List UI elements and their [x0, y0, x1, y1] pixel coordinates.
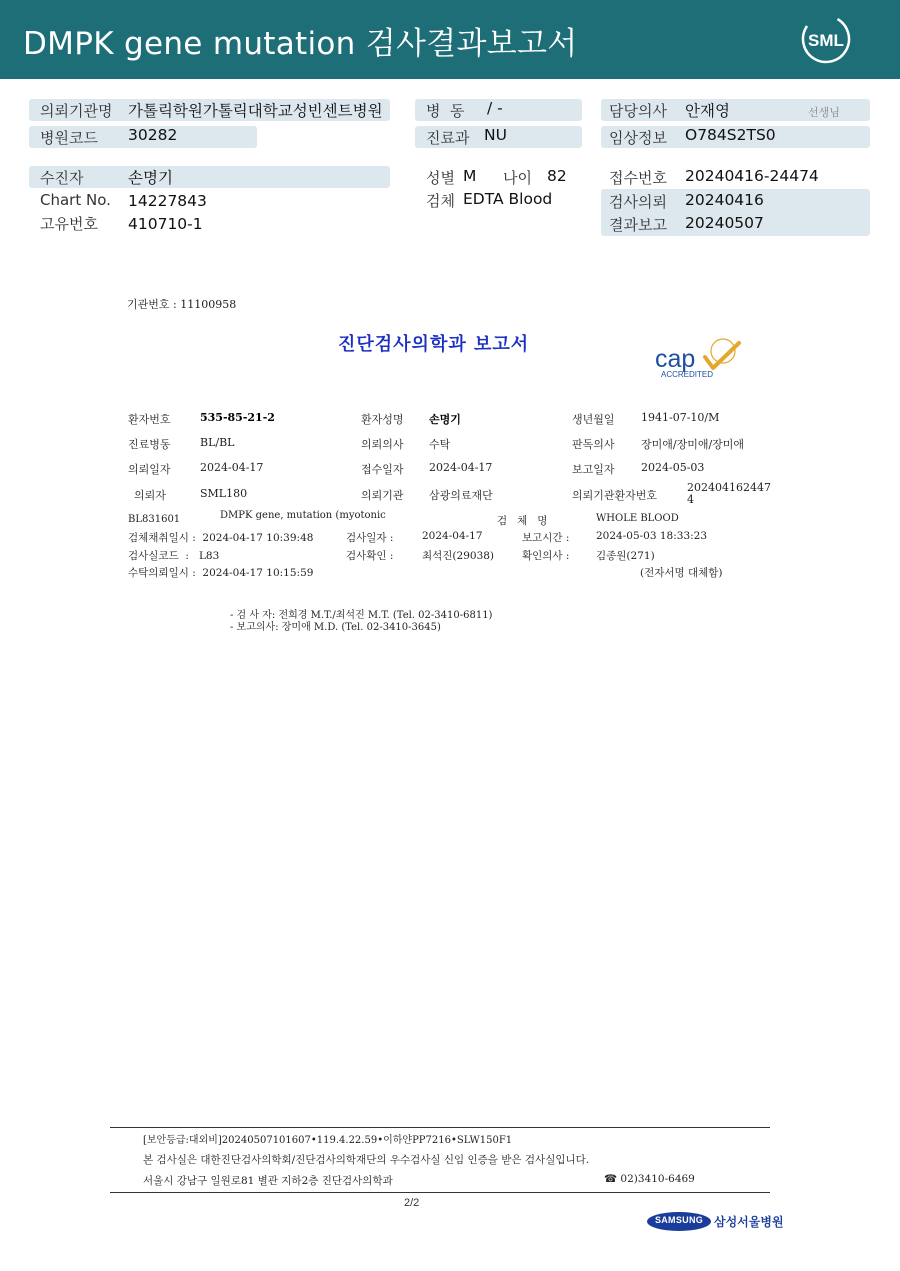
test-request-value: 20240416 — [685, 191, 764, 209]
sml-logo-text: SML — [808, 31, 844, 50]
certification-line: 본 검사실은 대한진단검사의학회/진단검사의학재단의 우수검사실 신임 인증을 받은 검사실입니다. — [143, 1154, 590, 1166]
esign-note: (전자서명 대체함) — [640, 567, 723, 579]
lab-code: 검사실코드 : L83 — [128, 550, 220, 562]
tester-line: - 검 사 자: 전희경 M.T./최석진 M.T. (Tel. 02-3410-6811) — [230, 610, 493, 621]
report-cell-label: 의뢰기관환자번호 — [572, 489, 658, 502]
cap-accredited-icon — [653, 337, 747, 381]
clinical-value: O784S2TS0 — [685, 126, 776, 144]
doctor-value: 안재영 — [685, 102, 730, 120]
report-cell-label: 환자성명 — [361, 413, 404, 426]
report-cell-label: 의뢰일자 — [128, 463, 171, 476]
samsung-logo-text: SAMSUNG — [654, 1215, 704, 1225]
report-cell-label: 의뢰기관 — [361, 489, 404, 502]
report-cell-value: 4 — [687, 493, 694, 506]
sml-logo-icon — [800, 13, 852, 65]
specimen-name-value: WHOLE BLOOD — [596, 513, 679, 524]
footer-bottom-rule — [110, 1192, 770, 1193]
report-time-value: 2024-05-03 18:33:23 — [596, 530, 708, 542]
specimen-value: EDTA Blood — [463, 190, 553, 208]
phone-line: ☎ 02)3410-6469 — [604, 1173, 695, 1185]
report-cell-label: 의뢰의사 — [361, 438, 404, 451]
cap-text: cap — [655, 345, 696, 373]
receipt-label: 접수번호 — [609, 169, 667, 187]
specimen-name-label: 검 체 명 — [497, 515, 548, 527]
test-confirm-label: 검사확인 : — [346, 550, 394, 562]
report-cell-value: 535-85-21-2 — [200, 411, 275, 424]
report-cell-value: 수탁 — [429, 438, 451, 451]
sex-label: 성별 — [426, 169, 455, 187]
report-cell-label: 보고일자 — [572, 463, 615, 476]
report-cell-value: 202404162447 — [687, 481, 771, 494]
report-cell-value: SML180 — [200, 487, 248, 500]
report-cell-label: 진료병동 — [128, 438, 171, 451]
hospital-code-value: 30282 — [128, 126, 178, 144]
specimen-label: 검체 — [426, 192, 455, 210]
header-bar — [0, 0, 900, 79]
uid-label: 고유번호 — [40, 215, 98, 233]
org-number: 기관번호 : 11100958 — [127, 298, 237, 311]
consign-datetime: 수탁의뢰일시 : 2024-04-17 10:15:59 — [128, 567, 314, 579]
doctor-suffix: 선생님 — [808, 106, 840, 119]
request-org-label: 의뢰기관명 — [40, 102, 113, 120]
dept-label: 진료과 — [426, 129, 470, 147]
request-org-value: 가톨릭학원가톨릭대학교성빈센트병원 — [128, 102, 383, 120]
samsung-logo — [647, 1212, 711, 1231]
report-cell-value: 1941-07-10/M — [641, 411, 720, 424]
report-cell-value: 손명기 — [429, 413, 461, 426]
collection-datetime: 검체채취일시 : 2024-04-17 10:39:48 — [128, 532, 314, 544]
security-line: [보안등급:대외비]20240507101607•119.4.22.59•이하얀PP7216•SLW150F1 — [143, 1135, 513, 1146]
test-code: BL831601 — [128, 514, 181, 525]
dept-value: NU — [484, 126, 507, 144]
report-title: 진단검사의학과 보고서 — [338, 334, 530, 355]
clinical-label: 임상정보 — [609, 129, 667, 147]
address-line: 서울시 강남구 일원로81 별관 지하2층 진단검사의학과 — [143, 1175, 393, 1187]
reporter-line: - 보고의사: 장미애 M.D. (Tel. 02-3410-3645) — [230, 622, 441, 633]
report-cell-label: 접수일자 — [361, 463, 404, 476]
report-cell-value: 2024-04-17 — [429, 461, 493, 474]
footer-top-rule — [110, 1127, 770, 1128]
test-request-label: 검사의뢰 — [609, 193, 667, 211]
confirm-doctor-value: 김종원(271) — [596, 550, 655, 562]
hospital-code-label: 병원코드 — [40, 129, 98, 147]
test-date-label: 검사일자 : — [346, 532, 394, 544]
hospital-name: 삼성서울병원 — [714, 1215, 784, 1229]
receipt-value: 20240416-24474 — [685, 167, 819, 185]
ward-value: / - — [487, 99, 503, 117]
report-cell-label: 판독의사 — [572, 438, 615, 451]
patient-value: 손명기 — [128, 169, 173, 187]
age-label: 나이 — [503, 169, 532, 187]
test-date-value: 2024-04-17 — [422, 530, 483, 542]
report-cell-label: 의뢰자 — [134, 489, 166, 502]
doctor-label: 담당의사 — [609, 102, 667, 120]
result-report-value: 20240507 — [685, 214, 764, 232]
page-number: 2/2 — [404, 1197, 420, 1209]
report-cell-value: 장미애/장미애/장미애 — [641, 438, 745, 451]
test-confirm-value: 최석진(29038) — [422, 550, 495, 562]
chart-label: Chart No. — [40, 191, 111, 209]
report-cell-value: 2024-05-03 — [641, 461, 705, 474]
report-cell-value: 2024-04-17 — [200, 461, 264, 474]
cap-sub-text: ACCREDITED — [661, 370, 714, 379]
age-value: 82 — [547, 167, 567, 185]
report-time-label: 보고시간 : — [522, 532, 570, 544]
report-cell-label: 생년월일 — [572, 413, 615, 426]
test-name: DMPK gene, mutation (myotonic — [220, 510, 386, 521]
report-cell-value: BL/BL — [200, 436, 235, 449]
chart-value: 14227843 — [128, 192, 207, 210]
ward-label: 병 동 — [426, 102, 465, 120]
page-title: DMPK gene mutation 검사결과보고서 — [23, 26, 578, 62]
sex-value: M — [463, 167, 477, 185]
confirm-doctor-label: 확인의사 : — [522, 550, 570, 562]
uid-value: 410710-1 — [128, 215, 203, 233]
patient-label: 수진자 — [40, 169, 84, 187]
report-cell-value: 삼광의료재단 — [429, 489, 493, 502]
report-cell-label: 환자번호 — [128, 413, 171, 426]
result-report-label: 결과보고 — [609, 216, 667, 234]
